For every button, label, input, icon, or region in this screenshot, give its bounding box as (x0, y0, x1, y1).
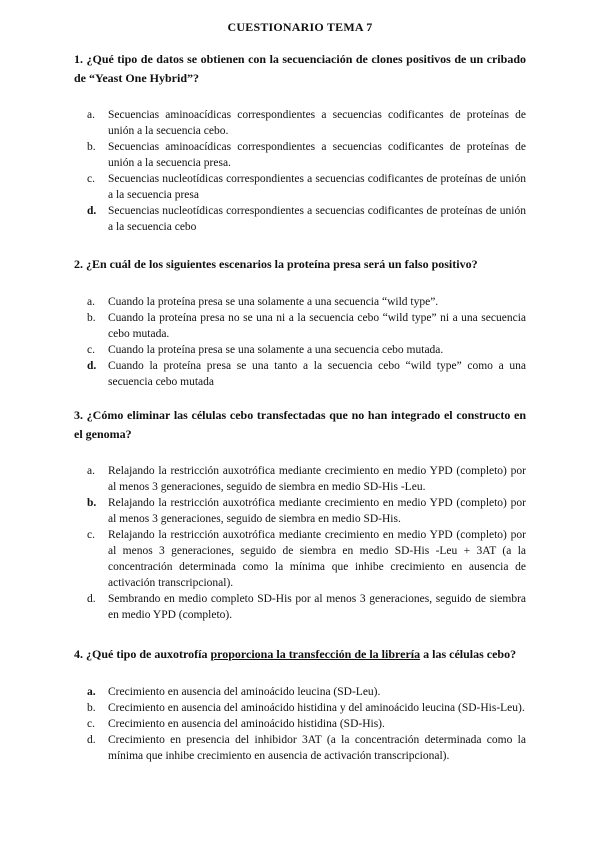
option-1d[interactable] (87, 203, 526, 235)
option-4d[interactable] (87, 732, 526, 764)
question-3-options (87, 463, 526, 623)
option-3b[interactable] (87, 495, 526, 527)
option-4c[interactable] (87, 716, 526, 732)
option-letter: c. (87, 344, 95, 356)
option-letter: b. (87, 497, 97, 509)
page-title: CUESTIONARIO TEMA 7 (227, 20, 373, 34)
option-text: Crecimiento en ausencia del aminoácido histidina (SD-His). (108, 718, 385, 730)
option-2d[interactable] (87, 358, 526, 390)
option-text: Secuencias nucleotídicas correspondientes a secuencias codificantes de proteínas de unión a la secuencia cebo (108, 205, 526, 233)
option-text: Secuencias aminoacídicas correspondientes a secuencias codificantes de proteínas de unión a la secuencia presa. (108, 141, 526, 169)
option-text: Crecimiento en ausencia del aminoácido leucina (SD-Leu). (108, 686, 381, 698)
option-letter: a. (87, 296, 95, 308)
option-text: Secuencias nucleotídicas correspondientes a secuencias codificantes de proteínas de unión a la secuencia presa (108, 173, 526, 201)
option-letter: b. (87, 312, 96, 324)
option-letter: a. (87, 465, 95, 477)
option-text: Relajando la restricción auxotrófica mediante crecimiento en medio YPD (completo) por al menos 3 generaciones, seguido de siembra en medio SD-His -Leu. (108, 465, 526, 493)
option-text: Secuencias aminoacídicas correspondientes a secuencias codificantes de proteínas de unión a la secuencia cebo. (108, 109, 526, 137)
option-letter: d. (87, 205, 97, 217)
option-4a[interactable] (87, 684, 526, 700)
question-4-options (87, 684, 526, 764)
question-3: 3. ¿Cómo eliminar las células cebo transfectadas que no han integrado el constructo en el genoma? (74, 408, 526, 441)
option-text: Cuando la proteína presa se una tanto a la secuencia cebo “wild type” como a una secuencia cebo mutada (108, 360, 526, 388)
option-letter: a. (87, 686, 96, 698)
option-text: Cuando la proteína presa no se una ni a la secuencia cebo “wild type” ni a una secuencia cebo mutada. (108, 312, 526, 340)
option-text: Relajando la restricción auxotrófica mediante crecimiento en medio YPD (completo) por al menos 3 generaciones, seguido de siembra en medio SD-His. (108, 497, 526, 525)
question-4-underlined-text: proporciona la transfección de la librería (210, 647, 421, 661)
option-letter: c. (87, 173, 95, 185)
option-text: Crecimiento en presencia del inhibidor 3AT (a la concentración determinada como la mínima que inhibe crecimiento en ausencia de activación transcripcional). (108, 734, 526, 762)
question-2: 2. ¿En cuál de los siguientes escenarios la proteína presa será un falso positivo? (74, 257, 478, 271)
option-text: Cuando la proteína presa se una solamente a una secuencia cebo mutada. (108, 344, 444, 356)
option-3c[interactable] (87, 527, 526, 591)
option-letter: a. (87, 109, 95, 121)
question-4-text-start: 4. ¿Qué tipo de auxotrofía (74, 647, 211, 661)
option-1b[interactable] (87, 139, 526, 171)
option-text: Relajando la restricción auxotrófica mediante crecimiento en medio YPD (completo) por al menos 3 generaciones, seguido de siembra en medio SD-His -Leu + 3AT (a la concentración determinada como la mínima que inhibe crecimiento en ausencia de activación transcripcional). (108, 529, 526, 589)
option-letter: c. (87, 718, 95, 730)
option-letter: c. (87, 529, 95, 541)
question-1: 1. ¿Qué tipo de datos se obtienen con la secuenciación de clones positivos de un cribado de “Yeast One Hybrid”? (74, 52, 526, 85)
option-letter: b. (87, 141, 96, 153)
option-1a[interactable] (87, 107, 526, 139)
option-2b[interactable] (87, 310, 526, 342)
question-4 (74, 645, 526, 664)
option-letter: d. (87, 593, 96, 605)
option-text: Crecimiento en ausencia del aminoácido histidina y del aminoácido leucina (SD-His-Leu). (108, 702, 525, 714)
option-1c[interactable] (87, 171, 526, 203)
option-letter: d. (87, 360, 97, 372)
option-2a[interactable] (87, 294, 526, 310)
option-2c[interactable] (87, 342, 526, 358)
option-letter: b. (87, 702, 96, 714)
option-4b[interactable] (87, 700, 526, 716)
question-4-text-end: a las células cebo? (420, 647, 517, 661)
option-3d[interactable] (87, 591, 526, 623)
question-2-options (87, 294, 526, 390)
option-text: Sembrando en medio completo SD-His por al menos 3 generaciones, seguido de siembra en medio YPD (completo). (108, 593, 526, 621)
option-text: Cuando la proteína presa se una solamente a una secuencia “wild type”. (108, 296, 439, 308)
option-3a[interactable] (87, 463, 526, 495)
option-letter: d. (87, 734, 96, 746)
question-1-options (87, 107, 526, 235)
